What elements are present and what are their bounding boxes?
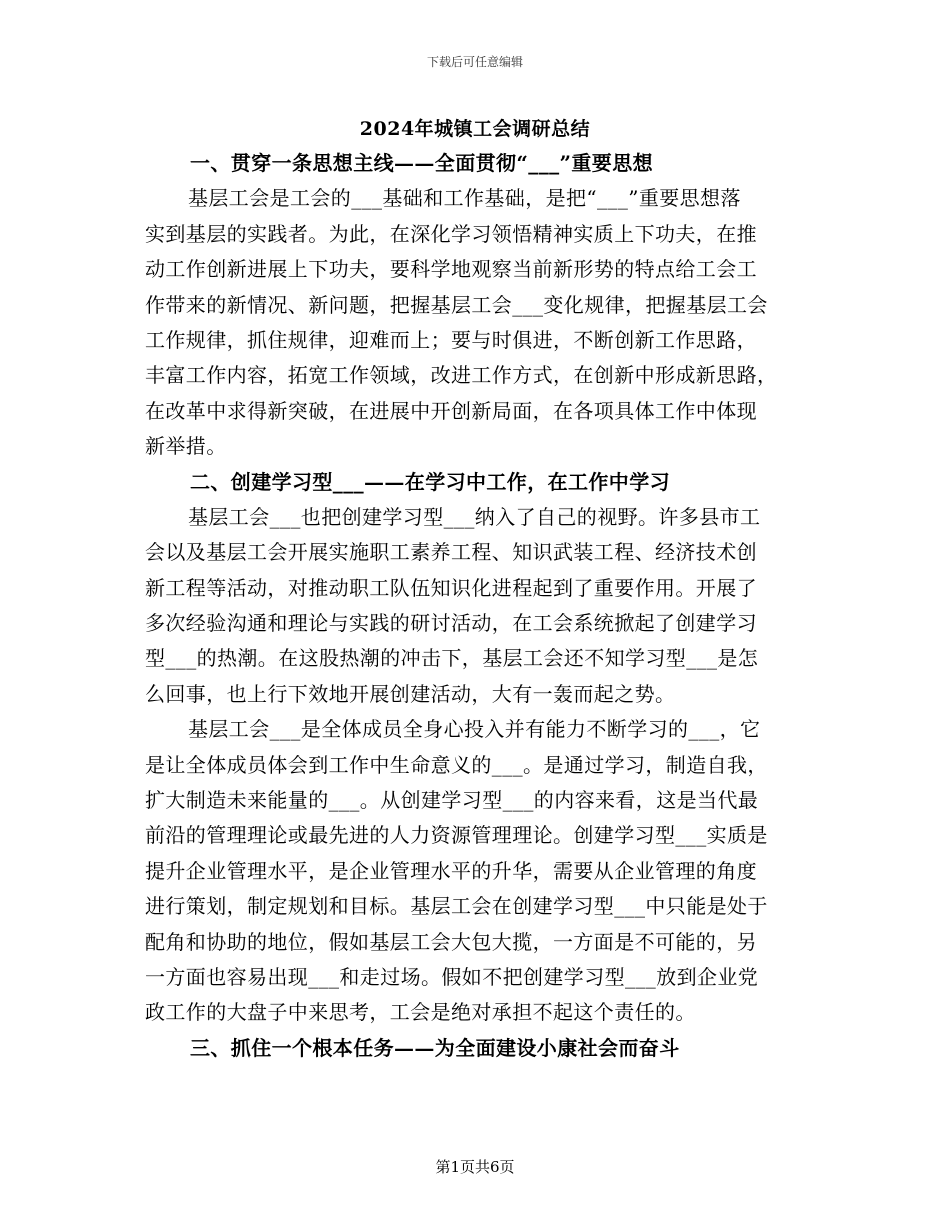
paragraph-line: 基层工会___也把创建学习型___纳入了自己的视野。许多县市工 <box>188 504 761 529</box>
paragraph-line: 提升企业管理水平，是企业管理水平的升华，需要从企业管理的角度 <box>145 858 757 883</box>
paragraph-line: 基层工会是工会的___基础和工作基础，是把“___”重要思想落 <box>188 186 741 211</box>
paragraph-line: 新举措。 <box>145 434 227 459</box>
header-note: 下载后可任意编辑 <box>426 55 523 69</box>
document-title: 2024年城镇工会调研总结 <box>359 118 591 140</box>
paragraph-line: 前沿的管理理论或最先进的人力资源管理理论。创建学习型___实质是 <box>145 823 768 848</box>
section-heading-2: 二、创建学习型___——在学习中工作，在工作中学习 <box>190 469 670 494</box>
paragraph-line: 新工程等活动，对推动职工队伍知识化进程起到了重要作用。开展了 <box>145 575 757 600</box>
paragraph-line: 实到基层的实践者。为此，在深化学习领悟精神实质上下功夫，在推 <box>145 221 757 246</box>
paragraph-line: 多次经验沟通和理论与实践的研讨活动，在工会系统掀起了创建学习 <box>145 611 757 636</box>
paragraph-line: 一方面也容易出现___和走过场。假如不把创建学习型___放到企业党 <box>145 964 759 989</box>
paragraph-line: 工作规律，抓住规律，迎难而上；要与时俱进，不断创新工作思路， <box>145 327 757 352</box>
paragraph-line: 丰富工作内容，拓宽工作领域，改进工作方式，在创新中形成新思路， <box>145 363 778 388</box>
paragraph-line: 是让全体成员体会到工作中生命意义的___。是通过学习，制造自我， <box>145 752 768 777</box>
paragraph-line: 政工作的大盘子中来思考，工会是绝对承担不起这个责任的。 <box>145 1000 696 1025</box>
page-footer: 第1页共6页 <box>435 1158 515 1176</box>
paragraph-line: 作带来的新情况、新问题，把握基层工会___变化规律，把握基层工会 <box>145 292 768 317</box>
paragraph-line: 动工作创新进展上下功夫，要科学地观察当前新形势的特点给工会工 <box>145 257 757 282</box>
document-body <box>145 146 805 1066</box>
section-heading-1: 一、贯穿一条思想主线——全面贯彻“___”重要思想 <box>190 151 654 175</box>
paragraph-line: 么回事，也上行下效地开展创建活动，大有一轰而起之势。 <box>145 681 676 706</box>
paragraph-line: 扩大制造未来能量的___。从创建学习型___的内容来看，这是当代最 <box>145 788 759 813</box>
section-heading-3: 三、抓住一个根本任务——为全面建设小康社会而奋斗 <box>190 1035 680 1060</box>
paragraph-line: 型___的热潮。在这股热潮的冲击下，基层工会还不知学习型___是怎 <box>145 646 759 671</box>
paragraph-line: 进行策划，制定规划和目标。基层工会在创建学习型___中只能是处于 <box>145 894 768 919</box>
paragraph-line: 会以及基层工会开展实施职工素养工程、知识武装工程、经济技术创 <box>145 540 757 565</box>
paragraph-line: 配角和协助的地位，假如基层工会大包大揽，一方面是不可能的，另 <box>145 929 757 954</box>
paragraph-line: 基层工会___是全体成员全身心投入并有能力不断学习的___，它 <box>188 717 761 742</box>
paragraph-line: 在改革中求得新突破，在进展中开创新局面，在各项具体工作中体现 <box>145 398 757 423</box>
